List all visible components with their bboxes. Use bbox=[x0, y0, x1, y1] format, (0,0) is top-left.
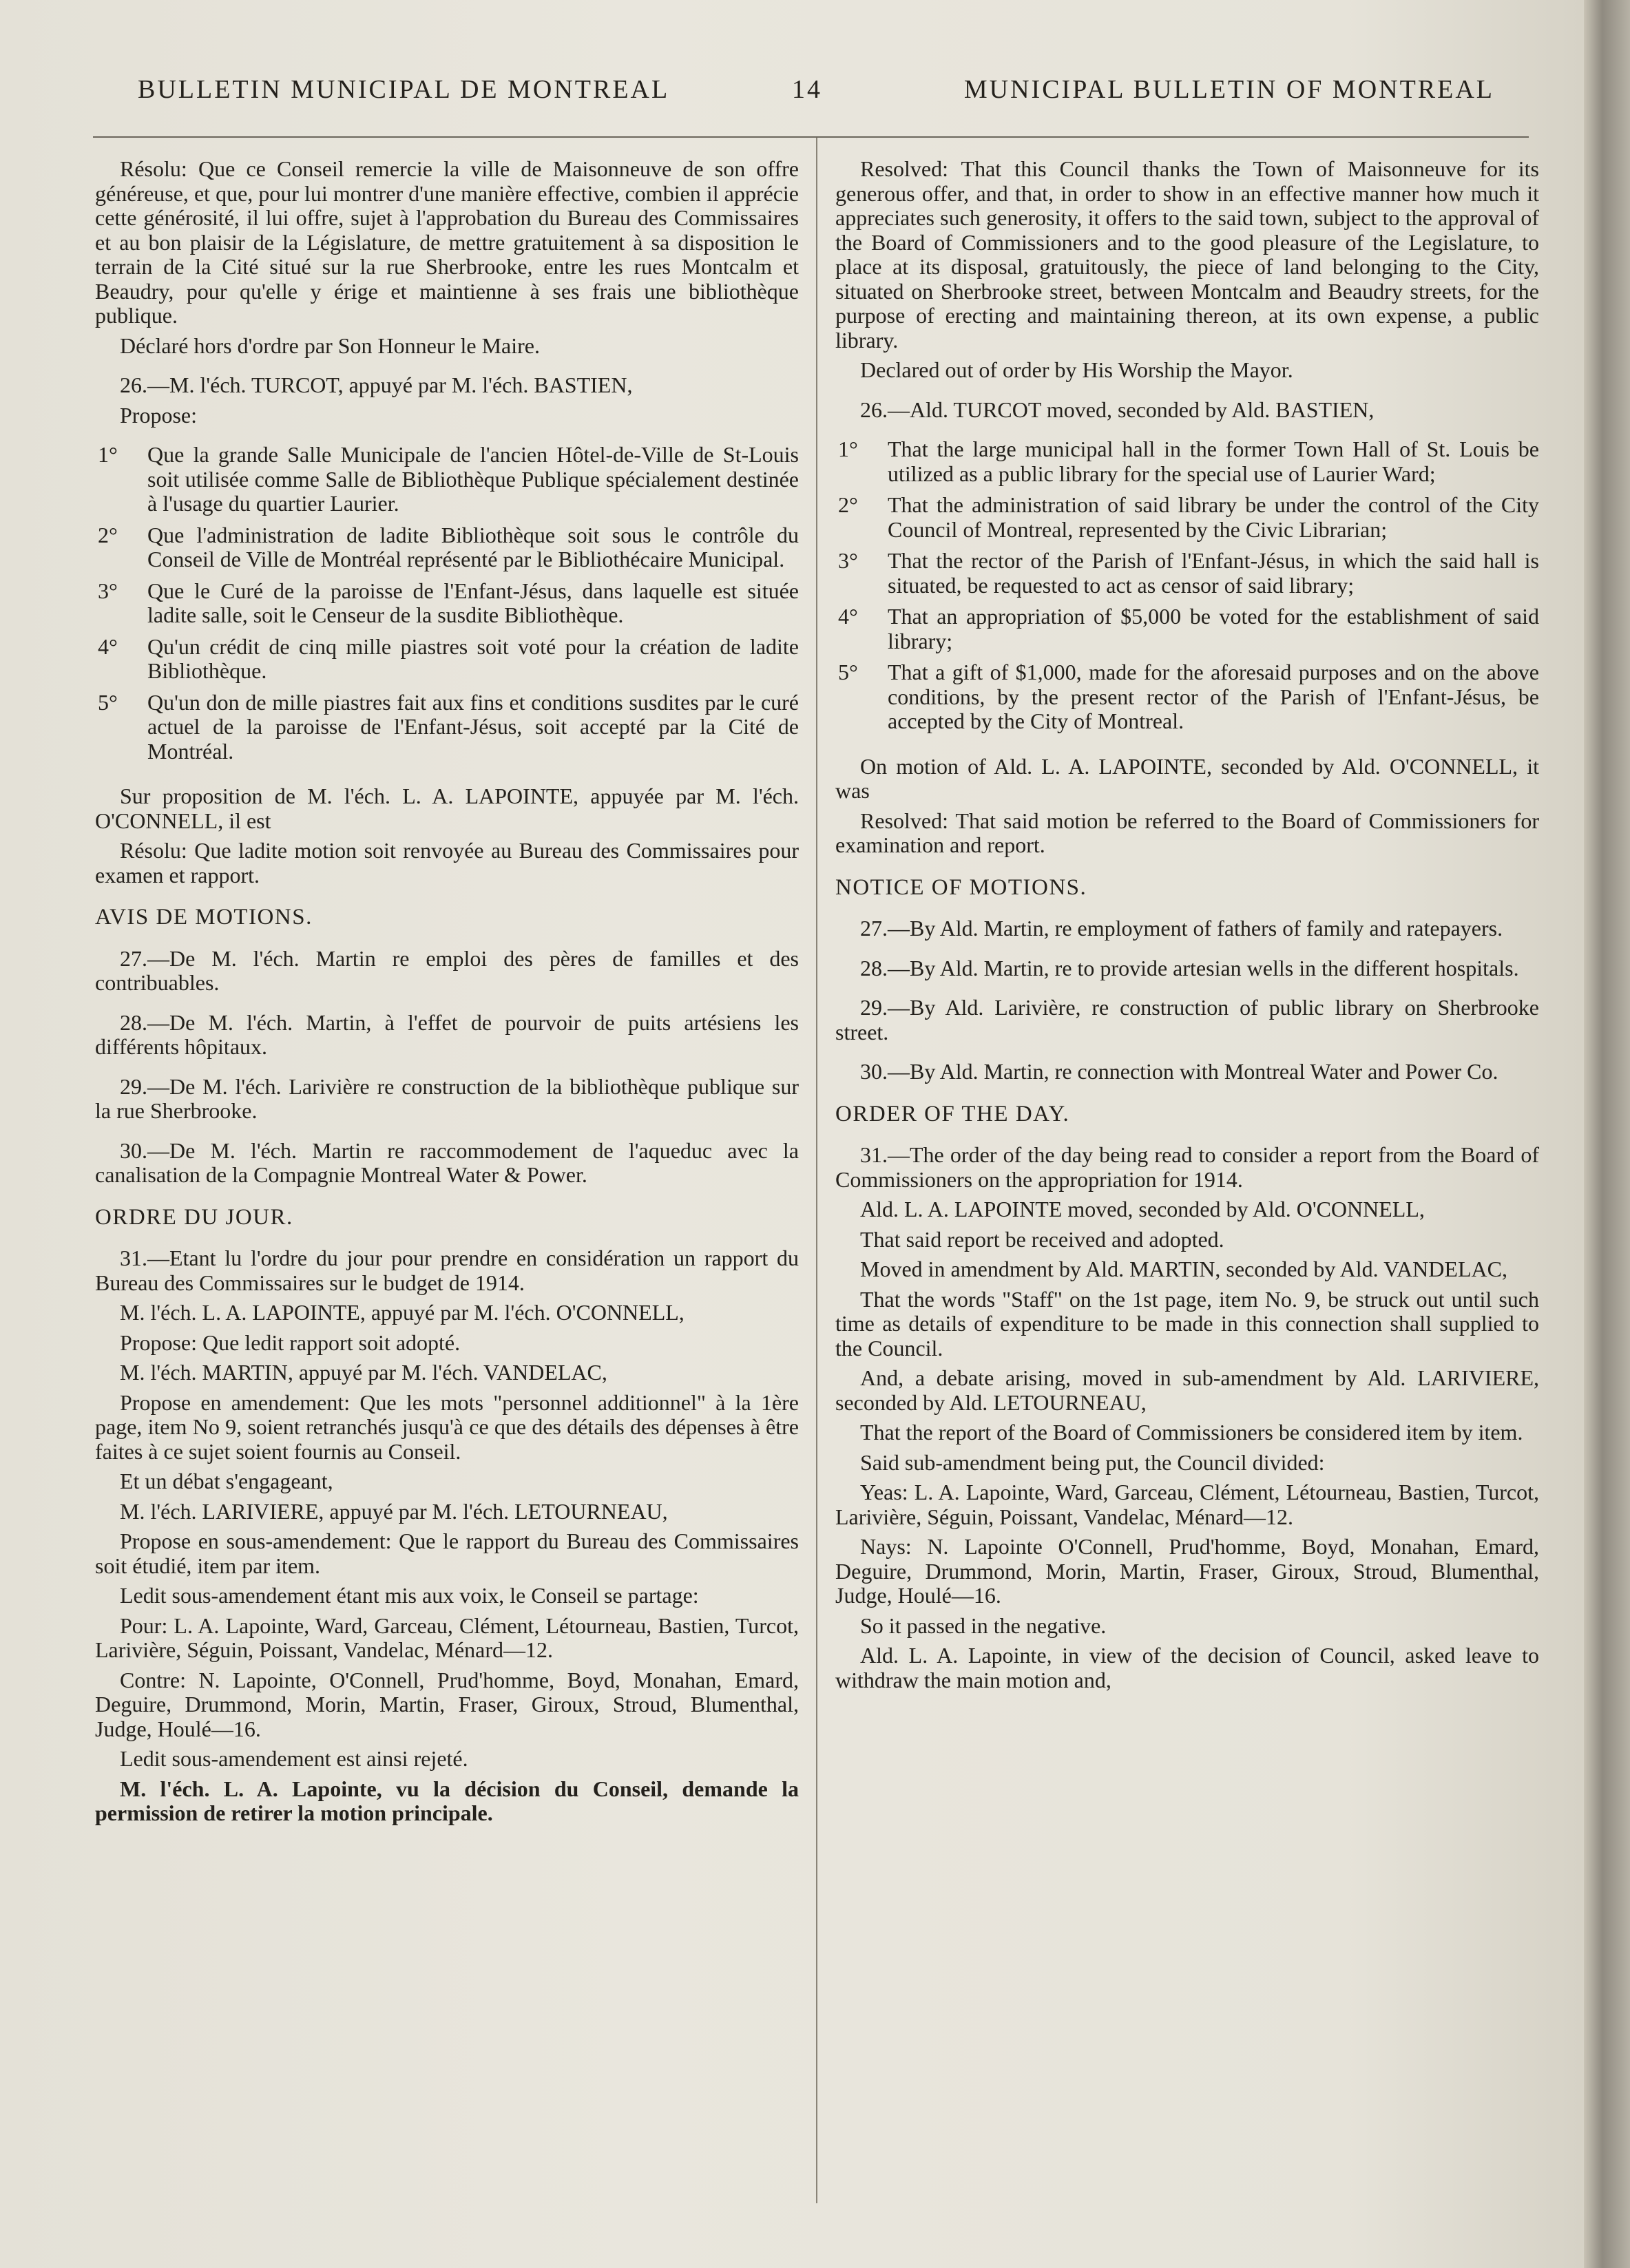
item-number: 3° bbox=[98, 578, 118, 603]
french-heading-notice-of-motions: AVIS DE MOTIONS. bbox=[95, 905, 313, 930]
item-number: 2° bbox=[838, 492, 858, 517]
page-number: 14 bbox=[792, 75, 822, 104]
english-martin-amendment: Moved in amendment by Ald. MARTIN, seconded by Ald. VANDELAC, bbox=[860, 1257, 1507, 1281]
french-vote-against: Contre: N. Lapointe, O'Connell, Prud'homme, Boyd, Monahan, Emard, Deguire, Drummond, Morin, Martin, Fraser, Giroux, Stroud, Blumenthal, Judge, Houlé—16. bbox=[95, 1667, 799, 1741]
list-item bbox=[95, 691, 799, 764]
list-item bbox=[95, 635, 799, 684]
english-motion-26: 26.—Ald. TURCOT moved, seconded by Ald. BASTIEN, bbox=[860, 397, 1375, 422]
english-withdraw-request: Ald. L. A. Lapointe, in view of the decision of Council, asked leave to withdraw the main motion and, bbox=[835, 1643, 1539, 1692]
english-motion-30: 30.—By Ald. Martin, re connection with Montreal Water and Power Co. bbox=[860, 1059, 1498, 1084]
french-motion-29: 29.—De M. l'éch. Larivière re construction de la bibliothèque publique sur la rue Sherbrooke. bbox=[95, 1073, 799, 1123]
english-sub-amendment-text: That the report of the Board of Commissioners be considered item by item. bbox=[860, 1420, 1523, 1445]
item-text: Que l'administration de ladite Bibliothèque soit sous le contrôle du Conseil de Ville de Montréal représenté par le Bibliothécaire Municipal. bbox=[147, 522, 799, 571]
list-item bbox=[835, 437, 1539, 486]
list-item bbox=[835, 493, 1539, 542]
french-lariviere-moved: M. l'éch. LARIVIERE, appuyé par M. l'éch. LETOURNEAU, bbox=[120, 1498, 668, 1524]
french-propose-adopted: Propose: Que ledit rapport soit adopté. bbox=[120, 1330, 461, 1355]
item-number: 5° bbox=[98, 689, 118, 715]
page-header bbox=[138, 74, 1494, 116]
english-order-31: 31.—The order of the day being read to consider a report from the Board of Commissioners on the appropriation for 1914. bbox=[835, 1142, 1539, 1192]
french-martin-moved: M. l'éch. MARTIN, appuyé par M. l'éch. VANDELAC, bbox=[120, 1360, 607, 1385]
english-heading-notice-of-motions: NOTICE OF MOTIONS. bbox=[835, 874, 1087, 900]
list-item bbox=[95, 443, 799, 516]
header-title-english: MUNICIPAL BULLETIN OF MONTREAL bbox=[963, 75, 1494, 104]
french-motion-28: 28.—De M. l'éch. Martin, à l'effet de pourvoir de puits artésiens les différents hôpitaux. bbox=[95, 1009, 799, 1059]
english-vote-divided: Said sub-amendment being put, the Council divided: bbox=[860, 1449, 1325, 1475]
item-number: 4° bbox=[98, 633, 118, 659]
french-resolution: Résolu: Que ce Conseil remercie la ville de Maisonneuve de son offre généreuse, et que, pour lui montrer d'une manière effective, combien il apprécie cette générosité, il lui offre, sujet à l'approbation du Bureau des Commissaires et au bon plaisir de la Législature, de mettre gratuitement à sa disposition le terrain de la Cité situé sur la rue Sherbrooke, entre les rues Montcalm et Beaudry, pour qu'elle y érige et maintienne à ses frais une bibliothèque publique. bbox=[95, 156, 799, 328]
item-text: That the administration of said library be under the control of the City Council of Montreal, represented by the Civic Librarian; bbox=[888, 492, 1539, 542]
header-title-french: BULLETIN MUNICIPAL DE MONTREAL bbox=[138, 75, 670, 104]
english-declared-out-of-order: Declared out of order by His Worship the Mayor. bbox=[860, 357, 1293, 382]
item-number: 5° bbox=[838, 660, 858, 684]
item-text: Que la grande Salle Municipale de l'ancien Hôtel-de-Ville de St-Louis soit utilisée comme Salle de Bibliothèque Publique spécialement destinée à l'usage du quartier Laurier. bbox=[147, 442, 799, 516]
french-column bbox=[95, 157, 799, 1831]
french-heading-order-of-day: ORDRE DU JOUR. bbox=[95, 1204, 293, 1230]
binding-edge bbox=[1584, 0, 1630, 2268]
item-number: 1° bbox=[838, 437, 858, 461]
french-motion-30: 30.—De M. l'éch. Martin re raccommodement de l'aqueduc avec la canalisation de la Compagnie Montreal Water & Power. bbox=[95, 1137, 799, 1187]
item-text: That the large municipal hall in the former Town Hall of St. Louis be utilized as a public library for the special use of Laurier Ward; bbox=[888, 437, 1539, 486]
list-item bbox=[835, 660, 1539, 734]
french-withdraw-request: M. l'éch. L. A. Lapointe, vu la décision du Conseil, demande la permission de retirer la motion principale. bbox=[95, 1776, 799, 1825]
item-number: 2° bbox=[98, 522, 118, 547]
english-lapointe-moved: Ald. L. A. LAPOINTE moved, seconded by Ald. O'CONNELL, bbox=[860, 1197, 1425, 1221]
french-vote-divided: Ledit sous-amendement étant mis aux voix, le Conseil se partage: bbox=[120, 1583, 699, 1608]
french-debate: Et un débat s'engageant, bbox=[120, 1469, 333, 1493]
french-sub-amendment: Propose en sous-amendement: Que le rapport du Bureau des Commissaires soit étudié, item par item. bbox=[95, 1529, 799, 1578]
french-propose: Propose: bbox=[120, 402, 197, 428]
english-vote-nays: Nays: N. Lapointe O'Connell, Prud'homme, Boyd, Monahan, Emard, Deguire, Drummond, Morin, Martin, Fraser, Giroux, Stroud, Blumenthal, Judge, Houlé—16. bbox=[835, 1534, 1539, 1608]
item-text: That an appropriation of $5,000 be voted for the establishment of said library; bbox=[888, 604, 1539, 653]
english-motion-29: 29.—By Ald. Larivière, re construction of public library on Sherbrooke street. bbox=[835, 995, 1539, 1044]
english-negative: So it passed in the negative. bbox=[860, 1613, 1107, 1638]
english-report-adopted: That said report be received and adopted. bbox=[860, 1226, 1224, 1252]
list-item bbox=[95, 523, 799, 572]
french-resolved-referral: Résolu: Que ladite motion soit renvoyée au Bureau des Commissaires pour examen et rapport. bbox=[95, 838, 799, 888]
french-order-31: 31.—Etant lu l'ordre du jour pour prendre en considération un rapport du Bureau des Commissaires sur le budget de 1914. bbox=[95, 1246, 799, 1295]
french-lapointe-moved: M. l'éch. L. A. LAPOINTE, appuyé par M. l'éch. O'CONNELL, bbox=[120, 1300, 685, 1325]
french-motion-26: 26.—M. l'éch. TURCOT, appuyé par M. l'éch. BASTIEN, bbox=[120, 372, 633, 397]
english-motion-26-items bbox=[835, 437, 1539, 734]
item-text: That the rector of the Parish of l'Enfant-Jésus, in which the said hall is situated, be requested to act as censor of said library; bbox=[888, 548, 1539, 598]
english-resolution: Resolved: That this Council thanks the Town of Maisonneuve for its generous offer, and that, in order to show in an effective manner how much it appreciates such generosity, it offers to the said town, subject to the approval of the Board of Commissioners and to the good pleasure of the Legislature, to place at its disposal, gratuitously, the piece of land belonging to the City, situated on Sherbrooke street, between Montcalm and Beaudry streets, for the purpose of erecting and maintaining thereon, at its own expense, a public library. bbox=[835, 156, 1539, 353]
english-sub-amendment-moved: And, a debate arising, moved in sub-amendment by Ald. LARIVIERE, seconded by Ald. LETOURNEAU, bbox=[835, 1365, 1539, 1415]
french-motion-27: 27.—De M. l'éch. Martin re emploi des pères de familles et des contribuables. bbox=[95, 945, 799, 995]
english-column bbox=[835, 157, 1539, 1698]
french-lapointe-proposition: Sur proposition de M. l'éch. L. A. LAPOINTE, appuyée par M. l'éch. O'CONNELL, il est bbox=[95, 784, 799, 833]
english-motion-27: 27.—By Ald. Martin, re employment of fathers of family and ratepayers. bbox=[860, 916, 1503, 941]
french-motion-26-items bbox=[95, 443, 799, 764]
french-rejected: Ledit sous-amendement est ainsi rejeté. bbox=[120, 1746, 468, 1771]
french-vote-for: Pour: L. A. Lapointe, Ward, Garceau, Clément, Létourneau, Bastien, Turcot, Larivière, Séguin, Poissant, Vandelac, Ménard—12. bbox=[95, 1613, 799, 1662]
english-amendment-text: That the words "Staff" on the 1st page, item No. 9, be struck out until such time as details of expenditure to be made in this connection shall supplied to the Council. bbox=[835, 1286, 1539, 1361]
english-lapointe-motion: On motion of Ald. L. A. LAPOINTE, seconded by Ald. O'CONNELL, it was bbox=[835, 753, 1539, 803]
english-motion-28: 28.—By Ald. Martin, re to provide artesian wells in the different hospitals. bbox=[860, 955, 1519, 980]
english-vote-yeas: Yeas: L. A. Lapointe, Ward, Garceau, Clément, Létourneau, Bastien, Turcot, Larivière, Séguin, Poissant, Vandelac, Ménard—12. bbox=[835, 1480, 1539, 1529]
item-number: 3° bbox=[838, 548, 858, 573]
list-item bbox=[835, 549, 1539, 598]
item-text: Que le Curé de la paroisse de l'Enfant-Jésus, dans laquelle est située ladite salle, soit le Censeur de la susdite Bibliothèque. bbox=[147, 578, 799, 627]
header-rule bbox=[93, 136, 1529, 138]
item-number: 4° bbox=[838, 604, 858, 629]
item-text: That a gift of $1,000, made for the aforesaid purposes and on the above conditions, by the present rector of the Parish of l'Enfant-Jésus, be accepted by the City of Montreal. bbox=[888, 660, 1539, 733]
list-item bbox=[835, 605, 1539, 653]
column-divider bbox=[816, 138, 817, 2203]
item-text: Qu'un crédit de cinq mille piastres soit voté pour la création de ladite Bibliothèque. bbox=[147, 633, 799, 683]
english-heading-order-of-day: ORDER OF THE DAY. bbox=[835, 1101, 1070, 1126]
english-resolved-referral: Resolved: That said motion be referred to the Board of Commissioners for examination and report. bbox=[835, 808, 1539, 857]
french-declared-out-of-order: Déclaré hors d'ordre par Son Honneur le Maire. bbox=[120, 333, 540, 358]
french-amendment: Propose en amendement: Que les mots "personnel additionnel" à la 1ère page, item No 9, soient retranchés jusqu'à ce que des détails des dépenses à être faites à ce sujet soient fournis au Conseil. bbox=[95, 1389, 799, 1464]
item-text: Qu'un don de mille piastres fait aux fins et conditions susdites par le curé actuel de la paroisse de l'Enfant-Jésus, soit accepté par la Cité de Montréal. bbox=[147, 689, 799, 764]
item-number: 1° bbox=[98, 442, 118, 467]
list-item bbox=[95, 579, 799, 628]
